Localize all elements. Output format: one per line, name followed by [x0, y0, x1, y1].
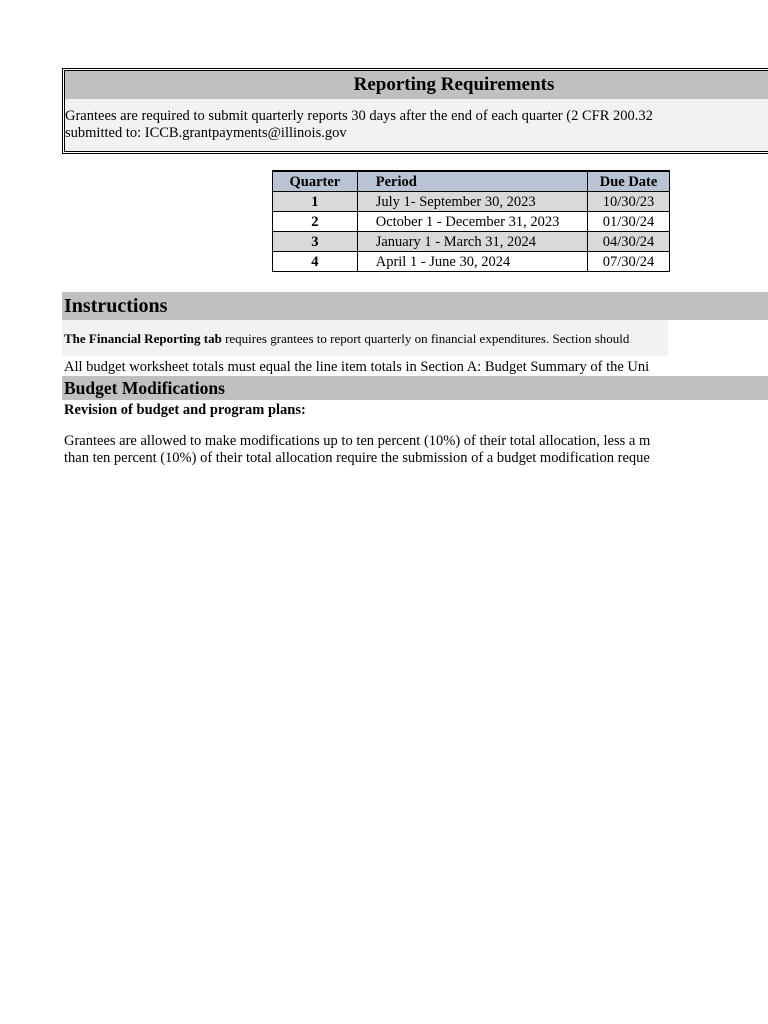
reporting-requirements-box: [62, 68, 768, 154]
table-row: [273, 252, 670, 272]
reporting-text-line-2: submitted to: ICCB.grantpayments@illinois.gov: [65, 125, 347, 141]
period-cell: January 1 - March 31, 2024: [357, 232, 587, 252]
revision-heading: Revision of budget and program plans:: [64, 402, 306, 418]
due-date-cell: 01/30/24: [588, 212, 670, 232]
table-row: [273, 212, 670, 232]
instructions-header: [62, 292, 768, 320]
financial-reporting-text: [64, 330, 668, 347]
period-cell: July 1- September 30, 2023: [357, 192, 587, 212]
period-cell: April 1 - June 30, 2024: [357, 252, 587, 272]
table-row: [273, 192, 670, 212]
period-cell: October 1 - December 31, 2023: [357, 212, 587, 232]
reporting-text-line-1: Grantees are required to submit quarterly reports 30 days after the end of each quarter (2 CFR 200.32: [65, 108, 653, 124]
header-due-date: Due Date: [588, 171, 670, 192]
due-date-cell: 07/30/24: [588, 252, 670, 272]
budget-modifications-text-line-1: Grantees are allowed to make modifications up to ten percent (10%) of their total allocation, less a m: [64, 433, 651, 449]
budget-modifications-header: [62, 376, 768, 400]
due-date-cell: 04/30/24: [588, 232, 670, 252]
quarter-cell: 4: [273, 252, 358, 272]
budget-modifications-title: Budget Modifications: [64, 378, 225, 398]
reporting-requirements-header: [65, 71, 768, 99]
reporting-requirements-body: [65, 99, 768, 151]
header-quarter: Quarter: [273, 171, 358, 192]
financial-reporting-tab-label: The Financial Reporting tab: [64, 331, 222, 346]
quarter-cell: 3: [273, 232, 358, 252]
instructions-title: Instructions: [64, 295, 168, 317]
budget-modifications-text-line-2: than ten percent (10%) of their total allocation require the submission of a budget modification reque: [64, 450, 650, 466]
quarter-cell: 1: [273, 192, 358, 212]
reporting-requirements-title: Reporting Requirements: [353, 74, 555, 95]
financial-reporting-description: requires grantees to report quarterly on financial expenditures. Section should: [221, 331, 630, 346]
table-header-row: [273, 171, 670, 192]
quarter-cell: 2: [273, 212, 358, 232]
budget-worksheet-text: All budget worksheet totals must equal the line item totals in Section A: Budget Summary of the Uni: [64, 359, 650, 375]
due-date-cell: 10/30/23: [588, 192, 670, 212]
table-row: [273, 232, 670, 252]
header-period: Period: [357, 171, 587, 192]
quarter-schedule-table: [272, 170, 670, 272]
